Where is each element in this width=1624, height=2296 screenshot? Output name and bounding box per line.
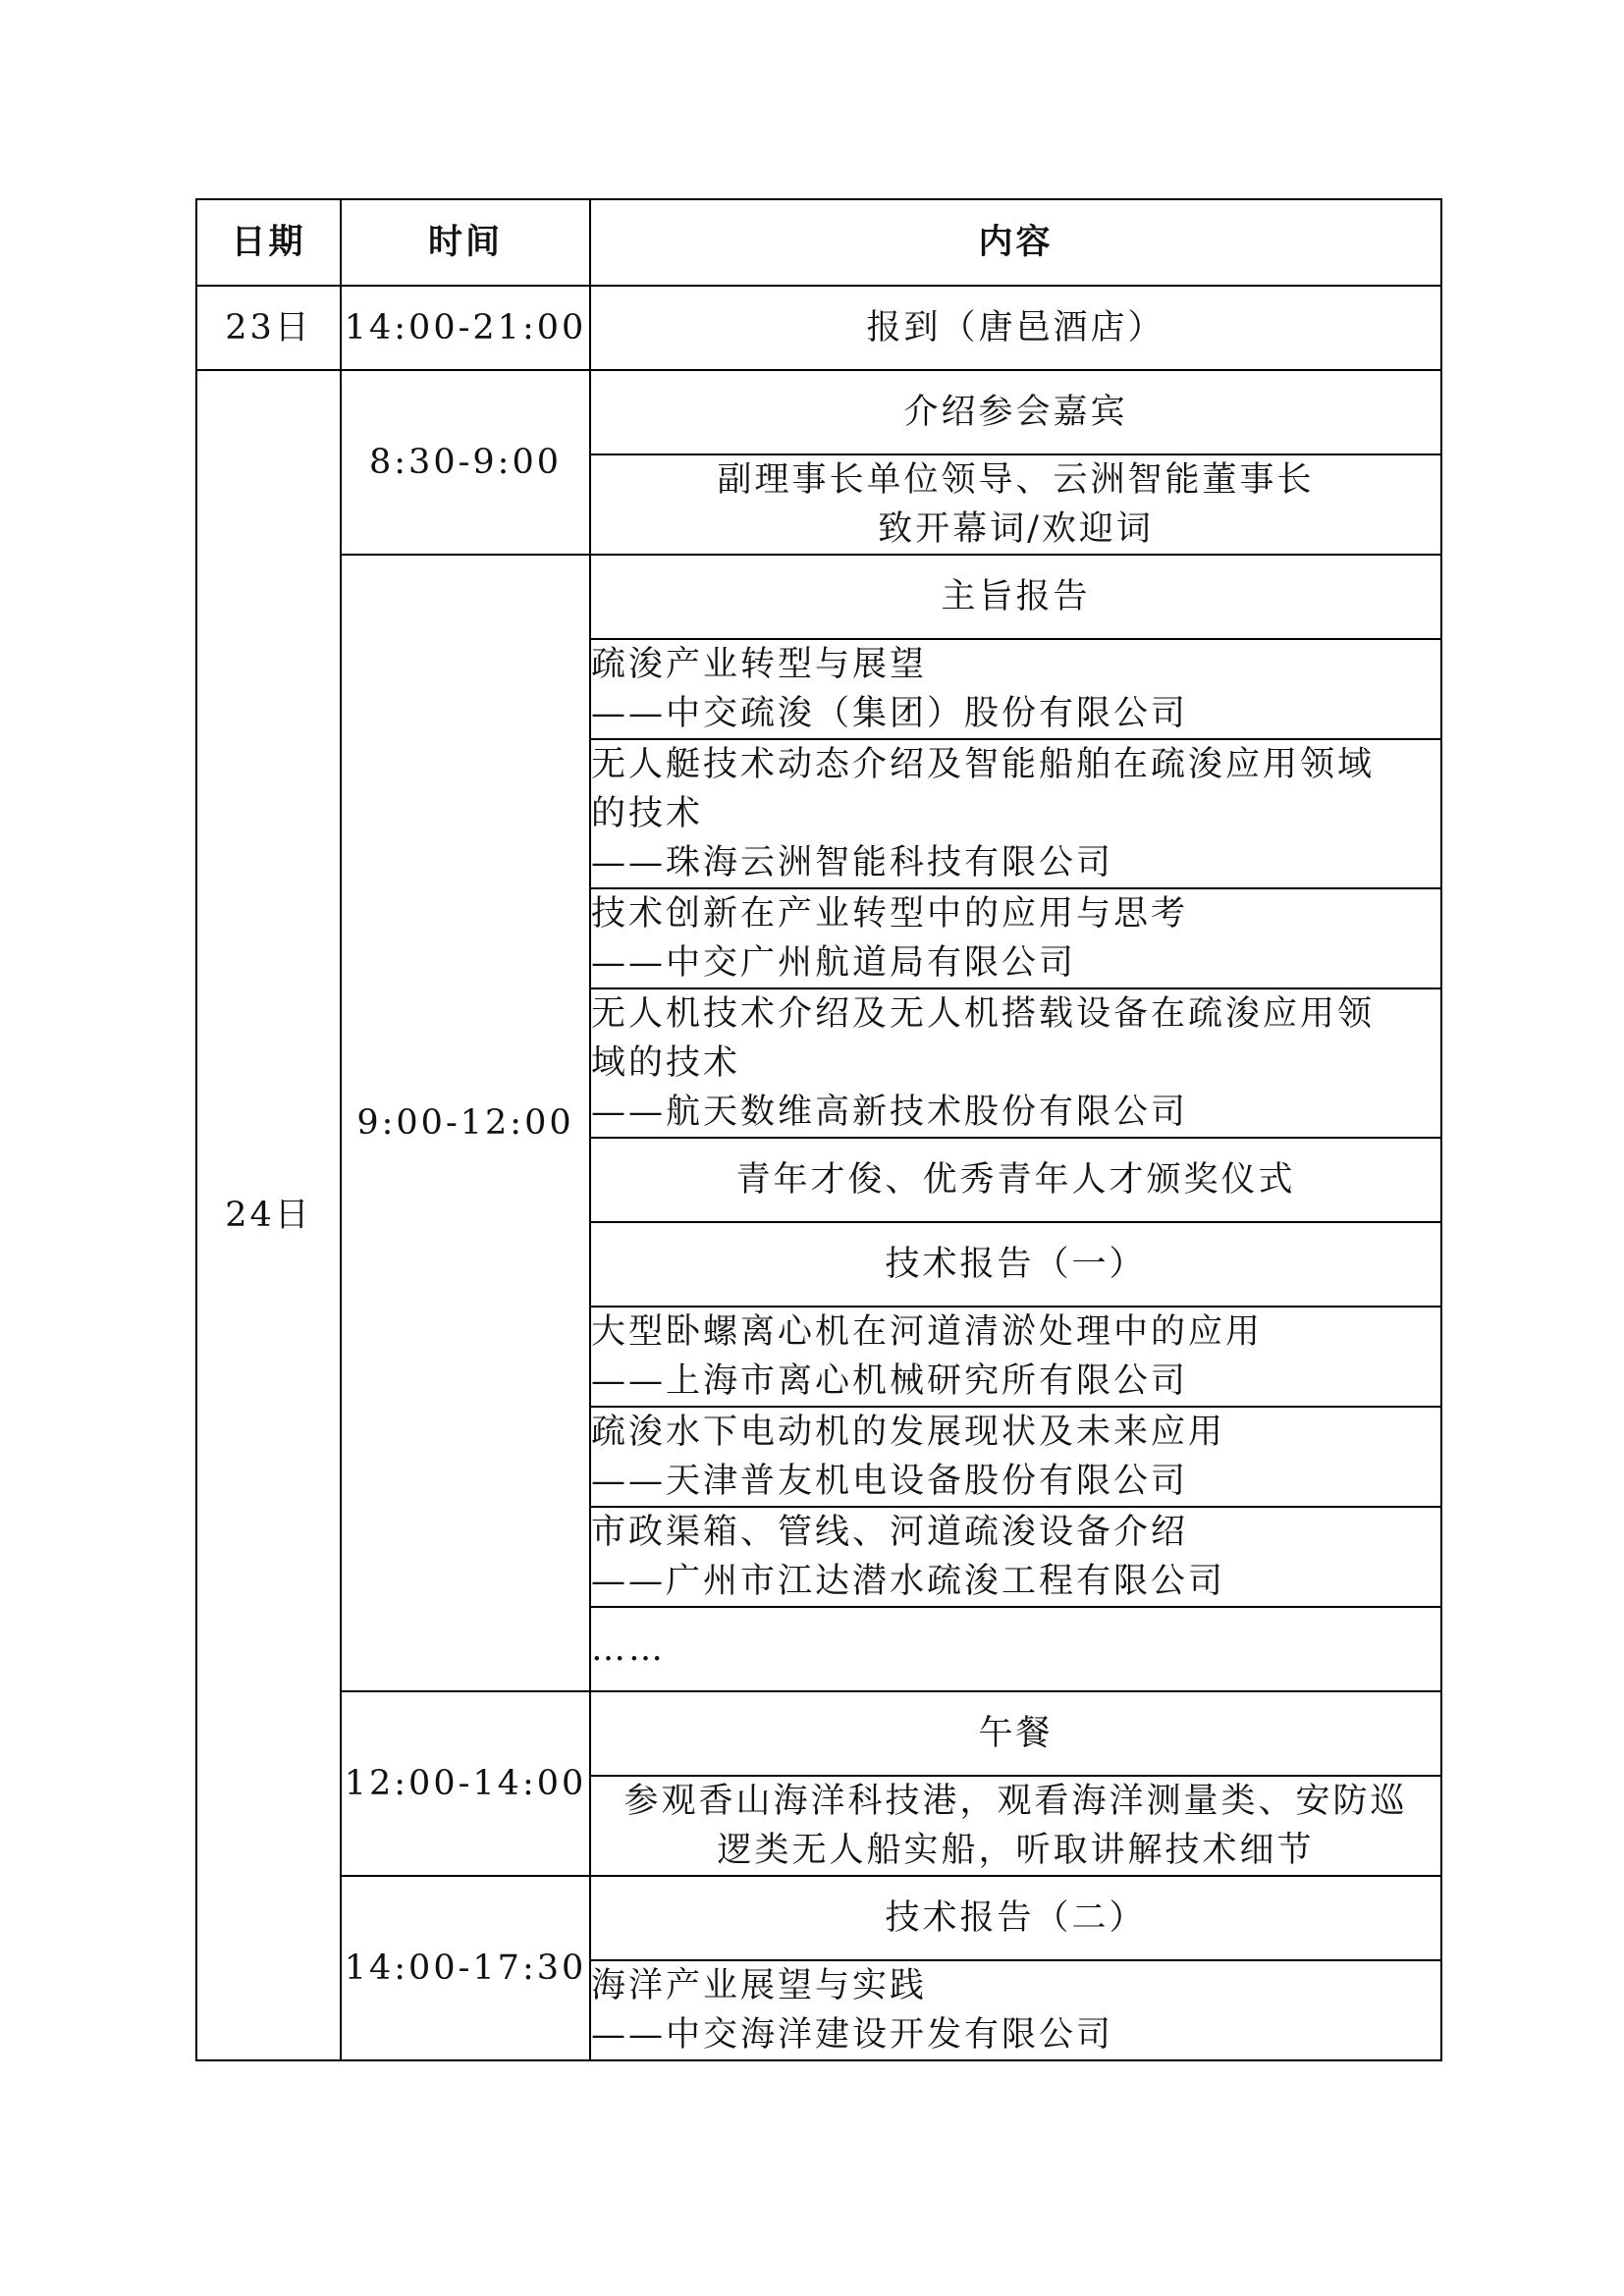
talk-speaker: ——航天数维高新技术股份有限公司 [591, 1093, 1189, 1132]
content-cell [590, 639, 1441, 739]
content-line: 副理事长单位领导、云洲智能董事长 [717, 460, 1315, 500]
header-row [196, 199, 1441, 286]
content-cell: 午餐 [590, 1691, 1441, 1776]
section-title: 主旨报告 [590, 555, 1441, 639]
content-cell [590, 1507, 1441, 1607]
content-cell [590, 1776, 1441, 1876]
talk-title: 大型卧螺离心机在河道清淤处理中的应用 [591, 1312, 1264, 1352]
talk-speaker: ——天津普友机电设备股份有限公司 [591, 1462, 1189, 1501]
content-cell: 介绍参会嘉宾 [590, 370, 1441, 454]
time-cell: 14:00-21:00 [341, 286, 590, 370]
content-cell [590, 454, 1441, 555]
ellipsis-cell: …… [590, 1607, 1441, 1691]
talk-title: 技术创新在产业转型中的应用与思考 [591, 894, 1189, 934]
content-cell [590, 739, 1441, 888]
time-cell: 14:00-17:30 [341, 1876, 590, 2060]
talk-title: 域的技术 [591, 1043, 741, 1083]
talk-title: 市政渠箱、管线、河道疏浚设备介绍 [591, 1513, 1189, 1552]
section-title: 技术报告（一） [590, 1222, 1441, 1307]
talk-title: 疏浚水下电动机的发展现状及未来应用 [591, 1413, 1226, 1452]
section-title: 技术报告（二） [590, 1876, 1441, 1960]
table-row [196, 370, 1441, 454]
content-cell [590, 1307, 1441, 1407]
content-cell [590, 988, 1441, 1138]
section-title: 青年才俊、优秀青年人才颁奖仪式 [590, 1138, 1441, 1222]
talk-title: 无人艇技术动态介绍及智能船舶在疏浚应用领域 [591, 745, 1376, 784]
content-cell: 报到（唐邑酒店） [590, 286, 1441, 370]
talk-title: 的技术 [591, 794, 704, 833]
talk-title: 海洋产业展望与实践 [591, 1966, 928, 2005]
date-cell: 24日 [196, 370, 341, 2060]
date-cell: 23日 [196, 286, 341, 370]
talk-speaker: ——中交疏浚（集团）股份有限公司 [591, 694, 1189, 733]
header-content: 内容 [590, 199, 1441, 286]
table-row [196, 1876, 1441, 1960]
talk-speaker: ——中交广州航道局有限公司 [591, 943, 1077, 983]
header-date: 日期 [196, 199, 341, 286]
time-cell: 9:00-12:00 [341, 555, 590, 1691]
content-line: 参观香山海洋科技港，观看海洋测量类、安防巡 [623, 1782, 1408, 1821]
time-cell: 8:30-9:00 [341, 370, 590, 555]
content-cell [590, 1407, 1441, 1507]
table-row [196, 555, 1441, 639]
talk-speaker: ——中交海洋建设开发有限公司 [591, 2015, 1114, 2055]
talk-title: 无人机技术介绍及无人机搭载设备在疏浚应用领 [591, 994, 1376, 1034]
talk-title: 疏浚产业转型与展望 [591, 645, 928, 684]
talk-speaker: ——上海市离心机械研究所有限公司 [591, 1362, 1189, 1401]
content-cell [590, 888, 1441, 988]
table-row [196, 1691, 1441, 1776]
content-cell [590, 1960, 1441, 2060]
time-cell: 12:00-14:00 [341, 1691, 590, 1876]
content-line: 致开幕词/欢迎词 [878, 509, 1154, 549]
header-time: 时间 [341, 199, 590, 286]
table-row [196, 286, 1441, 370]
talk-speaker: ——广州市江达潜水疏浚工程有限公司 [591, 1562, 1226, 1601]
content-line: 逻类无人船实船，听取讲解技术细节 [717, 1831, 1315, 1870]
schedule-table [195, 198, 1442, 2061]
talk-speaker: ——珠海云洲智能科技有限公司 [591, 843, 1114, 882]
